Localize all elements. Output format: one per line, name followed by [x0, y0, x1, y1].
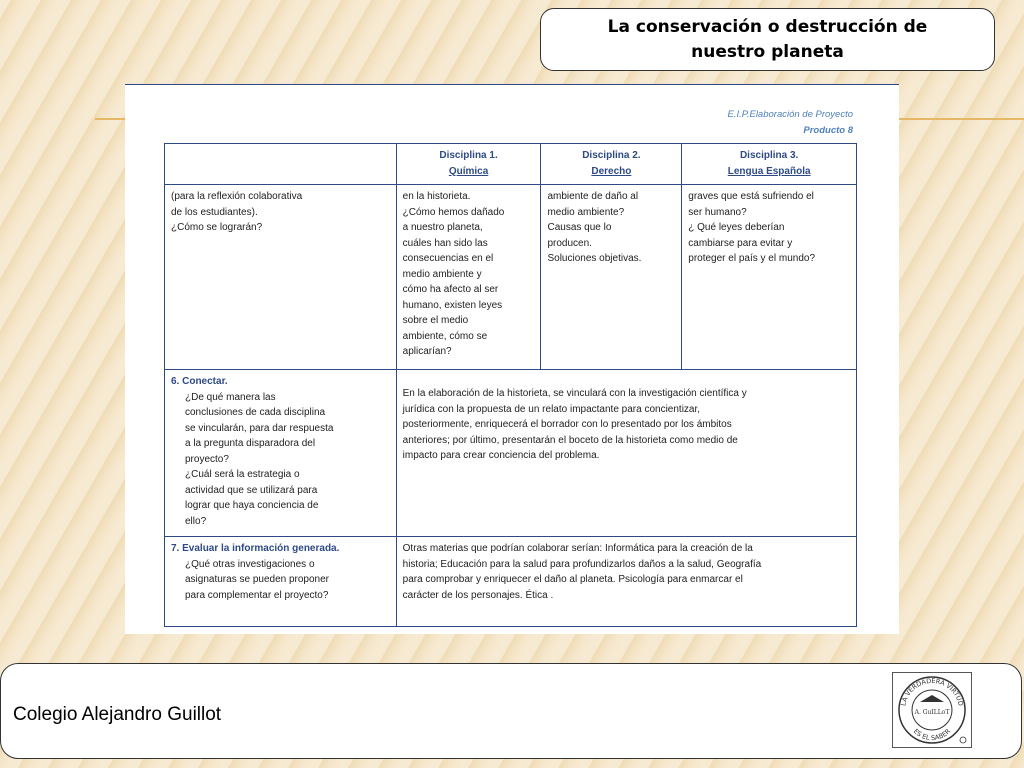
cell-derecho-reflexion: [541, 185, 682, 370]
label-line: ¿De qué manera las: [185, 391, 276, 403]
label-line: proyecto?: [185, 453, 229, 465]
column-header-derecho: [541, 144, 682, 185]
cell-evaluar-content: [396, 537, 856, 627]
cell-line: consecuencias en el: [402, 253, 494, 264]
content-line: jurídica con la propuesta de un relato impactante para concientizar,: [402, 403, 701, 415]
cell-line: sobre el medio: [402, 315, 469, 326]
cell-line: humano, existen leyes: [402, 299, 503, 311]
cell-line: cómo ha afecto al ser: [402, 284, 499, 295]
label-line: ¿Cuál será la estrategia o: [185, 469, 300, 480]
footer-box: [0, 663, 1022, 759]
decorative-line-right: [899, 118, 1024, 120]
column-header-title: Disciplina 3.: [739, 150, 799, 161]
cell-line: a nuestro planeta,: [402, 222, 483, 233]
content-line: impacto para crear conciencia del problema.: [402, 450, 600, 461]
cell-line: proteger el país y el mundo?: [688, 253, 816, 264]
row-label-reflexion: [165, 185, 397, 370]
seal-center-text: A. GuILLoT: [914, 709, 950, 716]
label-line: conclusiones de cada disciplina: [185, 407, 326, 418]
column-header-title: Disciplina 2.: [582, 150, 641, 161]
cell-conectar-content: [396, 370, 856, 537]
document-header: [727, 107, 853, 139]
row-label-conectar: [165, 370, 397, 537]
label-line: ¿Cómo se lograrán?: [171, 222, 263, 233]
label-line: a la pregunta disparadora del: [185, 438, 316, 449]
cell-line: medio ambiente?: [547, 206, 625, 218]
document-header-line2: Producto 8: [803, 125, 853, 136]
label-line: actividad que se utilizará para: [185, 484, 318, 496]
content-line: anteriores; por último, presentarán el boceto de la historieta como medio de: [402, 434, 738, 446]
label-line: para complementar el proyecto?: [185, 589, 329, 601]
cell-line: medio ambiente y: [402, 268, 482, 280]
label-line: lograr que haya conciencia de: [185, 500, 319, 511]
school-seal-logo: [892, 672, 972, 748]
cell-line: Causas que lo: [547, 222, 612, 233]
content-line: carácter de los personajes. Ética .: [402, 589, 554, 601]
content-line: posteriormente, enriquecerá el borrador con lo presentado por los ámbitos: [402, 419, 732, 430]
cell-quimica-reflexion: [396, 185, 541, 370]
table-row-evaluar: [165, 537, 857, 627]
content-line: para comprobar y enriquecer el daño al planeta. Psicología para enmarcar el: [402, 574, 743, 585]
cell-line: cambiarse para evitar y: [688, 237, 793, 249]
seal-top-text: LA VERDADERA VIRTUD: [899, 676, 965, 707]
column-header-quimica: [396, 144, 541, 185]
decorative-line-left: [95, 118, 125, 120]
cell-line: ¿Cómo hemos dañado: [402, 206, 505, 218]
cell-line: ser humano?: [688, 206, 747, 218]
cell-line: aplicarían?: [402, 346, 452, 357]
label-line: (para la reflexión colaborativa: [171, 191, 303, 202]
cell-line: en la historieta.: [402, 191, 471, 202]
slide-title-box: [540, 8, 995, 71]
document-header-line1: E.I.P.Elaboración de Proyecto: [727, 109, 853, 120]
cell-line: Soluciones objetivas.: [547, 253, 642, 264]
column-header-subtitle: Lengua Española: [727, 165, 811, 177]
svg-text:LA VERDADERA VIRTUD: [899, 677, 964, 707]
cell-lengua-reflexion: [682, 185, 857, 370]
label-line: se vincularán, para dar respuesta: [185, 422, 334, 434]
slide-title-line2: nuestro planeta: [691, 41, 844, 62]
column-header-subtitle: Química: [448, 165, 489, 177]
content-line: Otras materias que podrían colaborar serían: Informática para la creación de la: [402, 543, 753, 554]
row-heading: 7. Evaluar la información generada.: [171, 543, 340, 554]
slide-title-line1: La conservación o destrucción de: [607, 16, 928, 37]
label-line: ¿Qué otras investigaciones o: [185, 558, 315, 570]
cell-line: ambiente de daño al: [547, 191, 639, 202]
cell-line: graves que está sufriendo el: [688, 191, 814, 202]
content-line: En la elaboración de la historieta, se vinculará con la investigación científica y: [402, 388, 747, 399]
label-line: de los estudiantes).: [171, 206, 258, 218]
table-row-reflexion: [165, 185, 857, 370]
cell-line: ambiente, cómo se: [402, 330, 488, 342]
row-label-evaluar: [165, 537, 397, 627]
column-header-title: Disciplina 1.: [439, 150, 498, 161]
document-page-image: [125, 84, 899, 634]
row-heading: 6. Conectar.: [171, 376, 228, 387]
cell-line: cuáles han sido las: [402, 237, 488, 249]
project-table: [164, 143, 857, 627]
school-name: Colegio Alejandro Guillot: [13, 704, 222, 725]
table-header-row: [165, 144, 857, 185]
label-line: ello?: [185, 515, 207, 527]
seal-emblem-icon: [893, 673, 971, 747]
cell-line: producen.: [547, 237, 592, 249]
content-line: historia; Educación para la salud para profundizarlos daños a la salud, Geografía: [402, 558, 762, 570]
cell-line: ¿ Qué leyes deberían: [688, 222, 785, 233]
table-row-conectar: [165, 370, 857, 537]
column-header-lengua-espanola: [682, 144, 857, 185]
label-line: asignaturas se pueden proponer: [185, 574, 329, 585]
column-header-subtitle: Derecho: [591, 165, 632, 177]
table-corner-cell: [165, 144, 397, 185]
seal-bottom-text: ES EL SABER: [911, 727, 953, 743]
